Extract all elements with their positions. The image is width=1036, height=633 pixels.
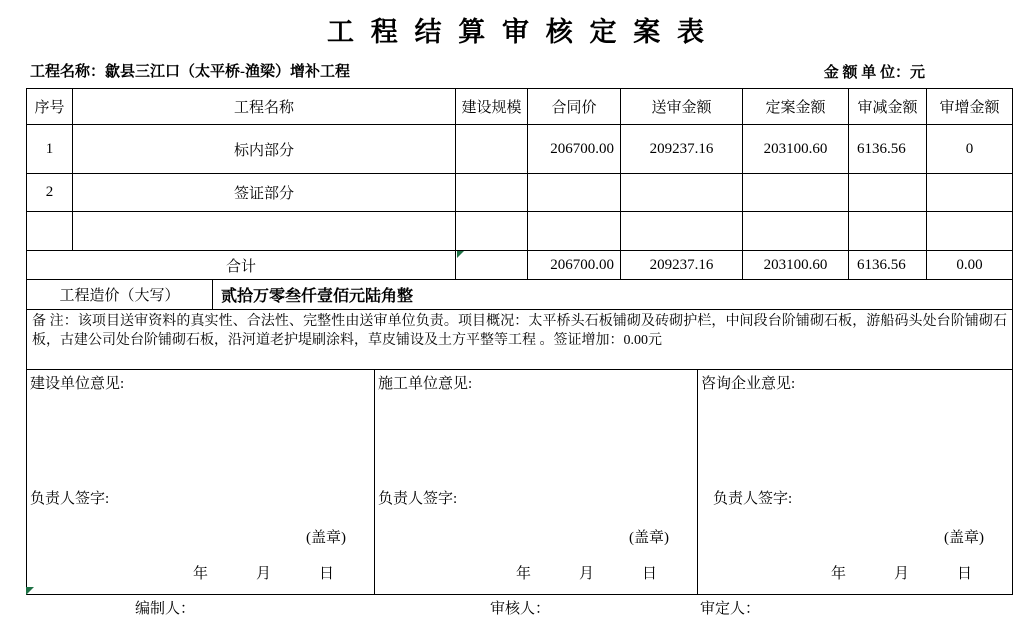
contractor-opinion-label: 施工单位意见: bbox=[378, 376, 473, 392]
consultant-opinion-label: 咨询企业意见: bbox=[701, 376, 796, 392]
total-scale-cell bbox=[456, 251, 528, 279]
cost-in-words-row bbox=[27, 280, 1012, 310]
reviewer-label: 审核人： bbox=[490, 601, 551, 617]
consultant-seal-label: (盖章) bbox=[944, 530, 984, 546]
owner-opinion-box bbox=[27, 370, 375, 594]
col-header-scale: 建设规模 bbox=[456, 89, 528, 124]
cell-increased bbox=[927, 174, 1012, 211]
contractor-opinion-box bbox=[375, 370, 698, 594]
cell-name: 签证部分 bbox=[73, 174, 456, 211]
cell-reduced bbox=[849, 174, 927, 211]
owner-seal-label: (盖章) bbox=[306, 530, 346, 546]
cell-reduced bbox=[849, 212, 927, 250]
day-label: 日 bbox=[956, 566, 972, 582]
col-header-seq: 序号 bbox=[27, 89, 73, 124]
cell-contract: 206700.00 bbox=[528, 125, 621, 173]
cell-increased bbox=[927, 212, 1012, 250]
remark-text: 备 注：该项目送审资料的真实性、合法性、完整性由送审单位负责。项目概况：太平桥头石板铺砌及砖砌护栏，中间段台阶铺砌石板，游船码头处台阶铺砌石板，古建公司处台阶铺砌石板，沿河道老护堤刷涂料，草皮铺设及土方平整等工程 。签证增加：0.00元 bbox=[32, 314, 1007, 348]
owner-date-line bbox=[193, 562, 334, 583]
day-label: 日 bbox=[641, 566, 657, 582]
total-row bbox=[27, 251, 1012, 280]
preparer-label: 编制人： bbox=[135, 601, 196, 617]
table-row bbox=[27, 125, 1012, 174]
cell-seq: 2 bbox=[27, 174, 73, 211]
excel-marker-triangle bbox=[26, 587, 34, 595]
cell-submitted bbox=[621, 212, 743, 250]
total-submitted: 209237.16 bbox=[621, 251, 743, 279]
cell-submitted: 209237.16 bbox=[621, 125, 743, 173]
signature-row bbox=[27, 370, 1012, 594]
contractor-seal-label: (盖章) bbox=[629, 530, 669, 546]
table-row bbox=[27, 212, 1012, 251]
year-label: 年 bbox=[192, 566, 208, 582]
cell-contract bbox=[528, 174, 621, 211]
total-label: 合计 bbox=[27, 251, 456, 279]
year-label: 年 bbox=[515, 566, 531, 582]
total-contract: 206700.00 bbox=[528, 251, 621, 279]
cost-in-words-label: 工程造价（大写） bbox=[27, 280, 213, 309]
cell-reduced: 6136.56 bbox=[849, 125, 927, 173]
col-header-finalized: 定案金额 bbox=[743, 89, 849, 124]
project-name-label: 工程名称：歙县三江口（太平桥-渔梁）增补工程 bbox=[30, 64, 350, 80]
consultant-sign-label: 负责人签字: bbox=[713, 491, 793, 507]
cell-contract bbox=[528, 212, 621, 250]
cell-submitted bbox=[621, 174, 743, 211]
excel-marker-triangle bbox=[457, 251, 464, 258]
contractor-sign-label: 负责人签字: bbox=[378, 491, 458, 507]
cell-finalized bbox=[743, 174, 849, 211]
cost-in-words-value: 贰拾万零叁仟壹佰元陆角整 bbox=[221, 288, 414, 305]
approver-label: 审定人： bbox=[700, 601, 761, 617]
cell-increased: 0 bbox=[965, 140, 974, 157]
settlement-table bbox=[26, 88, 1013, 595]
col-header-submitted: 送审金额 bbox=[621, 89, 743, 124]
total-reduced: 6136.56 bbox=[849, 251, 927, 279]
table-row bbox=[27, 174, 1012, 212]
col-header-reduced: 审减金额 bbox=[849, 89, 927, 124]
cell-finalized: 203100.60 bbox=[743, 125, 849, 173]
owner-sign-label: 负责人签字: bbox=[30, 491, 110, 507]
total-finalized: 203100.60 bbox=[743, 251, 849, 279]
cell-seq bbox=[27, 212, 73, 250]
cell-finalized bbox=[743, 212, 849, 250]
cell-name bbox=[73, 212, 456, 250]
owner-opinion-label: 建设单位意见: bbox=[30, 376, 125, 392]
month-label: 月 bbox=[578, 566, 594, 582]
col-header-contract: 合同价 bbox=[528, 89, 621, 124]
cell-scale bbox=[456, 174, 528, 211]
cell-seq: 1 bbox=[27, 125, 73, 173]
total-increased: 0.00 bbox=[956, 256, 983, 273]
consultant-opinion-box bbox=[698, 370, 1012, 594]
consultant-date-line bbox=[831, 562, 972, 583]
page-title: 工 程 结 算 审 核 定 案 表 bbox=[327, 17, 709, 47]
contractor-date-line bbox=[516, 562, 657, 583]
year-label: 年 bbox=[830, 566, 846, 582]
cell-scale bbox=[456, 212, 528, 250]
month-label: 月 bbox=[255, 566, 271, 582]
col-header-increased: 审增金额 bbox=[939, 100, 1000, 116]
amount-unit-label: 金 额 单 位：元 bbox=[823, 65, 925, 81]
cell-name: 标内部分 bbox=[73, 125, 456, 173]
col-header-name: 工程名称 bbox=[73, 89, 456, 124]
day-label: 日 bbox=[318, 566, 334, 582]
month-label: 月 bbox=[893, 566, 909, 582]
cell-scale bbox=[456, 125, 528, 173]
remark-row bbox=[27, 310, 1012, 370]
table-header-row bbox=[27, 89, 1012, 125]
